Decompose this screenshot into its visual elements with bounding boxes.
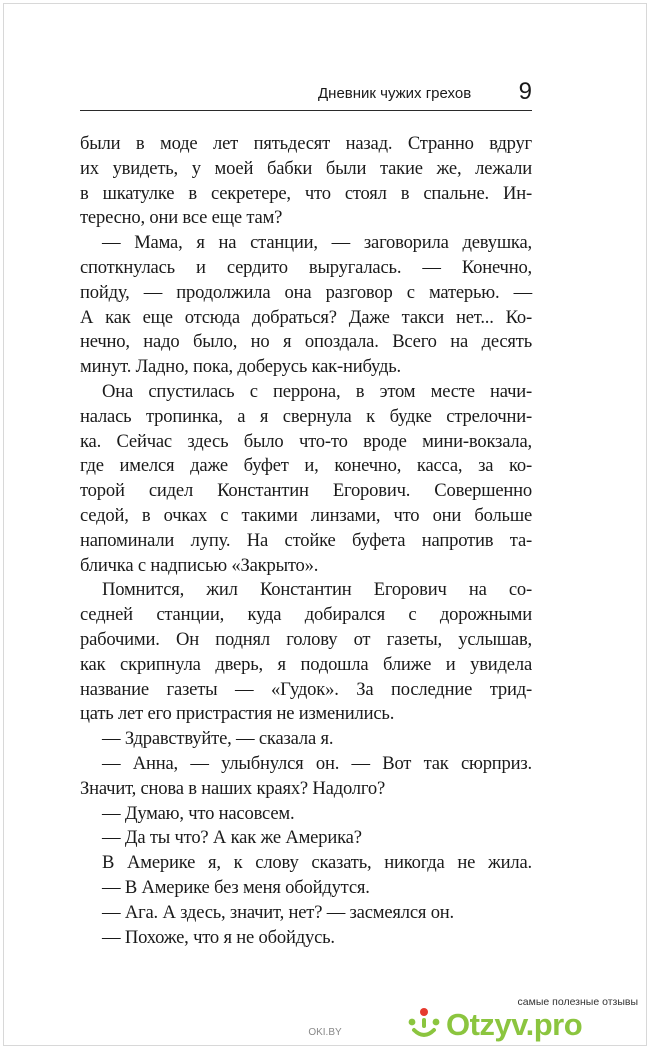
text-line: — Здравствуйте, — сказала я. [102, 728, 334, 750]
text-line: как скрипнула дверь, я подошла ближе и увидела [80, 653, 532, 675]
text-line: — Похоже, что я не обойдусь. [102, 926, 335, 948]
text-line: — Думаю, что насовсем. [102, 802, 295, 824]
text-line: название газеты — «Гудок». За последние трид- [80, 678, 532, 700]
text-line: седой, в очках с такими линзами, что они больше [80, 504, 532, 526]
watermark-logo-text: Otzyv.pro [446, 1007, 583, 1042]
text-line: — Анна, — улыбнулся он. — Вот так сюрприз. [102, 752, 532, 774]
text-line: налась тропинка, а я свернула к будке стрелочни- [80, 405, 532, 427]
page-number: 9 [518, 78, 532, 105]
running-head [318, 80, 532, 106]
book-title: Дневник чужих грехов [318, 85, 472, 102]
text-line: тересно, они все еще там? [80, 207, 283, 229]
text-line: — Мама, я на станции, — заговорила девушка, [102, 232, 532, 254]
text-line: рабочими. Он поднял голову от газеты, услышав, [80, 628, 532, 650]
page-body [80, 132, 532, 950]
text-line: — В Америке без меня обойдутся. [102, 876, 370, 898]
text-line: торой сидел Константин Егорович. Совершенно [80, 480, 532, 502]
text-line: — Да ты что? А как же Америка? [102, 827, 362, 849]
text-line: Значит, снова в наших краях? Надолго? [80, 777, 385, 799]
text-line: напоминали лупу. На стойке буфета напротив та- [80, 529, 532, 551]
text-line: нечно, надо было, но я опоздала. Всего на десять [80, 331, 532, 353]
text-line: Помнится, жил Константин Егорович на со- [102, 579, 532, 601]
text-line: пойду, — продолжила она разговор с матерью. — [80, 281, 532, 303]
header-rule [80, 110, 532, 111]
text-line: были в моде лет пятьдесят назад. Странно вдруг [80, 133, 532, 154]
text-line: в шкатулке в секретере, что стоял в спальне. Ин- [80, 182, 532, 204]
text-line: ка. Сейчас здесь было что-то вроде мини-вокзала, [80, 430, 532, 452]
text-line: минут. Ладно, пока, доберусь как-нибудь. [80, 356, 401, 378]
text-line: — Ага. А здесь, значит, нет? — засмеялся он. [102, 901, 454, 923]
watermark-tagline: самые полезные отзывы [517, 996, 638, 1008]
text-line: где имелся даже буфет и, конечно, касса, за ко- [80, 455, 532, 477]
source-label: OKI.BY [308, 1027, 342, 1038]
otzyv-watermark[interactable] [406, 996, 638, 1046]
text-line: В Америке я, к слову сказать, никогда не жила. [102, 852, 532, 874]
text-line: их увидеть, у моей бабки были такие же, лежали [80, 157, 532, 179]
text-line: А как еще отсюда добраться? Даже такси нет... Ко- [80, 306, 532, 328]
text-line: седней станции, куда добирался с дорожными [80, 604, 532, 626]
text-line: бличка с надписью «Закрыто». [80, 554, 319, 576]
otzyv-logo-icon [406, 1006, 442, 1042]
text-line: Она спустилась с перрона, в этом месте начи- [102, 380, 532, 402]
text-line: споткнулась и сердито выругалась. — Конечно, [80, 256, 532, 278]
text-line: цать лет его пристрастия не изменились. [80, 703, 395, 725]
